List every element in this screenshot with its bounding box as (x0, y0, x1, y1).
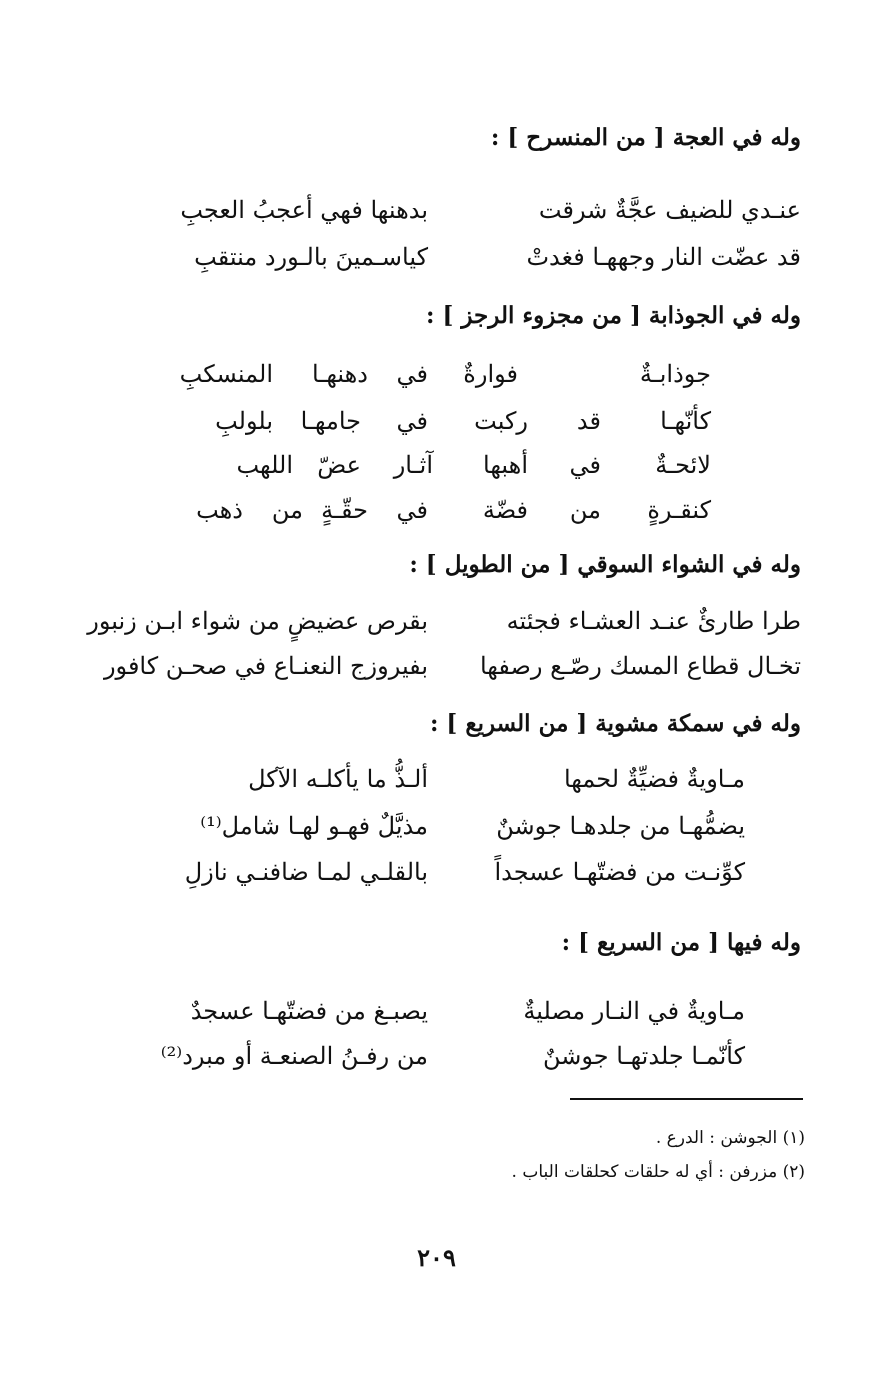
verse-2-4-word: من (271, 496, 303, 524)
verse-2-3-word: آثـار (393, 451, 433, 479)
verse-2-2-word: كأنّهـا (660, 407, 711, 435)
verse-2-1-word: جوذابـةٌ (639, 360, 711, 388)
verse-2-2-word: ركبت (474, 407, 528, 435)
verse-2-2-word: بلولبِ (215, 407, 273, 435)
verse-5-2-first-hemistich: كأنّمـا جلدتهـا جوشنٌ (543, 1042, 745, 1070)
verse-4-3-second-hemistich: بالقلـي لمـا ضافنـي نازلِ (184, 858, 428, 886)
verse-2-3-word: عضّ (317, 451, 361, 479)
page-number: ٢٠٩ (417, 1243, 456, 1272)
verse-2-4-word: حقّـةٍ (321, 496, 368, 524)
footnote-1: (١) الجوشن : الدرع . (655, 1128, 805, 1148)
verse-2-1-word: في (396, 360, 428, 388)
verse-2-3-word: لائحـةٌ (655, 451, 711, 479)
verse-2-2-word: قد (576, 407, 601, 435)
verse-2-1-word: فوارةٌ (463, 360, 518, 388)
verse-3-2-second-hemistich: بفيروزج النعنـاع في صحـن كافور (103, 652, 428, 680)
verse-4-1-first-hemistich: مـاويةٌ فضيِّةٌ لحمها (563, 765, 745, 793)
poem-heading-4: وله في سمكة مشوية [ من السريع ] : (429, 710, 801, 737)
verse-4-2-second-hemistich: مذيَّلٌ فهـو لهـا شامل⁽¹⁾ (200, 812, 428, 840)
verse-2-1-word: دهنهـا (312, 360, 368, 388)
poem-heading-3: وله في الشواء السوقي [ من الطويل ] : (409, 551, 801, 578)
verse-4-2-first-hemistich: يضمُّهـا من جلدهـا جوشنٌ (496, 812, 745, 840)
footnote-2: (٢) مزرفن : أي له حلقات كحلقات الباب . (511, 1162, 805, 1182)
verse-5-1-first-hemistich: مـاويةٌ في النـار مصليةٌ (523, 997, 745, 1025)
verse-1-1-second-hemistich: بدهنها فهي أعجبُ العجبِ (180, 196, 428, 224)
verse-4-3-first-hemistich: كوِّنـت من فضتّهـا عسجداً (494, 858, 745, 886)
verse-2-4-word: ذهب (196, 496, 243, 524)
poem-heading-2: وله في الجوذابة [ من مجزوء الرجز ] : (425, 302, 801, 329)
verse-2-3-word: اللهب (236, 451, 293, 479)
verse-2-4-word: كنقـرةٍ (647, 496, 711, 524)
verse-2-4-word: من (569, 496, 601, 524)
verse-1-2-first-hemistich: قد عضّت النار وجههـا فغدتْ (526, 243, 801, 271)
verse-3-1-first-hemistich: طرا طارئٌ عنـد العشـاء فجئته (506, 607, 801, 635)
verse-1-2-second-hemistich: كياسـمينَ بالـورد منتقبِ (194, 243, 428, 271)
verse-2-1-word: المنسكبِ (179, 360, 273, 388)
verse-3-1-second-hemistich: بقرص عضيضٍ من شواء ابـن زنبور (87, 607, 428, 635)
poem-heading-5: وله فيها [ من السريع ] : (561, 929, 801, 956)
verse-3-2-first-hemistich: تخـال قطاع المسك رصّـع رصفها (479, 652, 801, 680)
poem-heading-1: وله في العجة [ من المنسرح ] : (490, 124, 801, 151)
verse-5-2-second-hemistich: من رفـنُ الصنعـة أو مبرد⁽²⁾ (160, 1042, 428, 1070)
footnote-separator (570, 1098, 803, 1100)
verse-2-4-word: فضّة (482, 496, 528, 524)
verse-4-1-second-hemistich: ألـذُّ ما يأكلـه الآكل (248, 765, 428, 793)
verse-5-1-second-hemistich: يصبـغ من فضتّهـا عسجدٌ (190, 997, 428, 1025)
verse-2-2-word: جامهـا (300, 407, 361, 435)
verse-2-3-word: في (569, 451, 601, 479)
verse-1-1-first-hemistich: عنـدي للضيف عجَّةٌ شرقت (538, 196, 801, 224)
verse-2-2-word: في (396, 407, 428, 435)
verse-2-4-word: في (396, 496, 428, 524)
verse-2-3-word: أهبها (483, 451, 528, 479)
